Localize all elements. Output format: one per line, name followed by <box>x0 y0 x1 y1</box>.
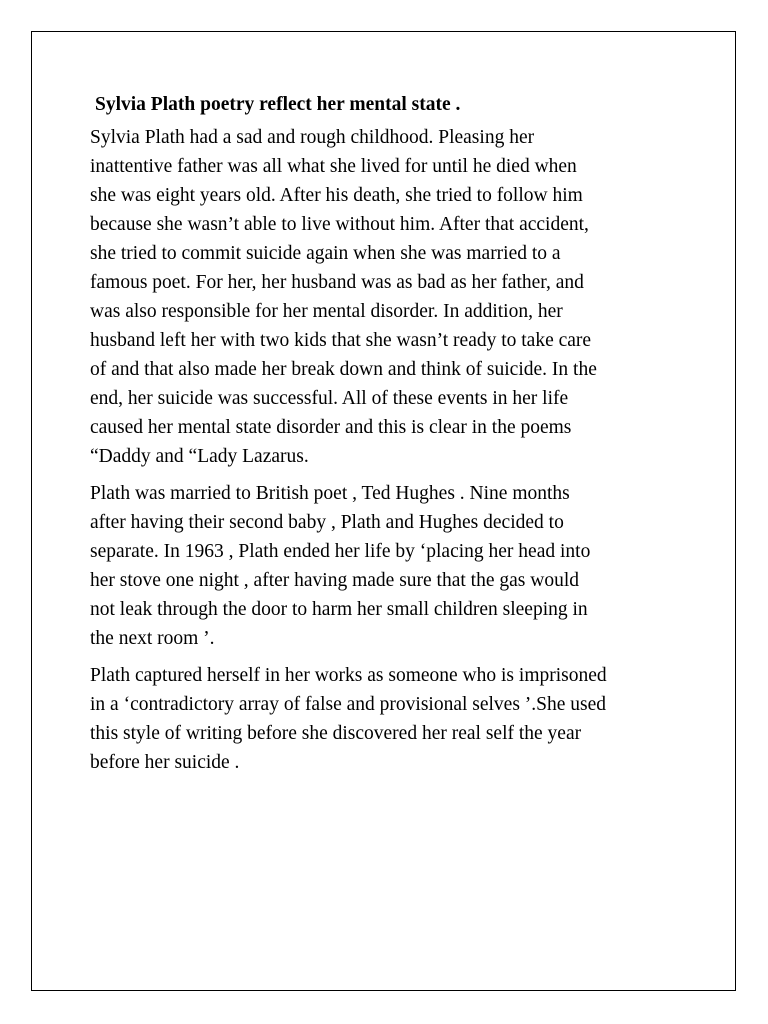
document-body <box>90 90 666 785</box>
text-line: caused her mental state disorder and this is clear in the poems <box>90 417 572 438</box>
text-line: of and that also made her break down and think of suicide. In the <box>90 359 597 380</box>
document-title: Sylvia Plath poetry reflect her mental state . <box>95 94 461 115</box>
text-line: “Daddy and “Lady Lazarus. <box>90 446 309 467</box>
text-line: this style of writing before she discovered her real self the year <box>90 723 582 744</box>
text-line: Plath was married to British poet , Ted Hughes . Nine months <box>90 483 570 504</box>
text-line: Plath captured herself in her works as someone who is imprisoned <box>90 665 607 686</box>
paragraph-marriage <box>90 479 666 653</box>
text-line: because she wasn’t able to live without him. After that accident, <box>90 214 589 235</box>
paragraph-works <box>90 661 666 777</box>
text-line: end, her suicide was successful. All of these events in her life <box>90 388 569 409</box>
text-line: in a ‘contradictory array of false and provisional selves ’.She used <box>90 694 607 715</box>
text-line: before her suicide . <box>90 752 240 773</box>
text-line: was also responsible for her mental disorder. In addition, her <box>90 301 563 322</box>
paragraph-childhood <box>90 123 666 471</box>
text-line: husband left her with two kids that she wasn’t ready to take care <box>90 330 592 351</box>
text-line: inattentive father was all what she lived for until he died when <box>90 156 577 177</box>
text-line: she was eight years old. After his death, she tried to follow him <box>90 185 583 206</box>
text-line: the next room ’. <box>90 628 215 649</box>
text-line: separate. In 1963 , Plath ended her life by ‘placing her head into <box>90 541 591 562</box>
text-line: after having their second baby , Plath and Hughes decided to <box>90 512 564 533</box>
text-line: she tried to commit suicide again when she was married to a <box>90 243 561 264</box>
text-line: not leak through the door to harm her small children sleeping in <box>90 599 588 620</box>
text-line: her stove one night , after having made sure that the gas would <box>90 570 579 591</box>
text-line: famous poet. For her, her husband was as bad as her father, and <box>90 272 584 293</box>
text-line: Sylvia Plath had a sad and rough childhood. Pleasing her <box>90 127 535 148</box>
